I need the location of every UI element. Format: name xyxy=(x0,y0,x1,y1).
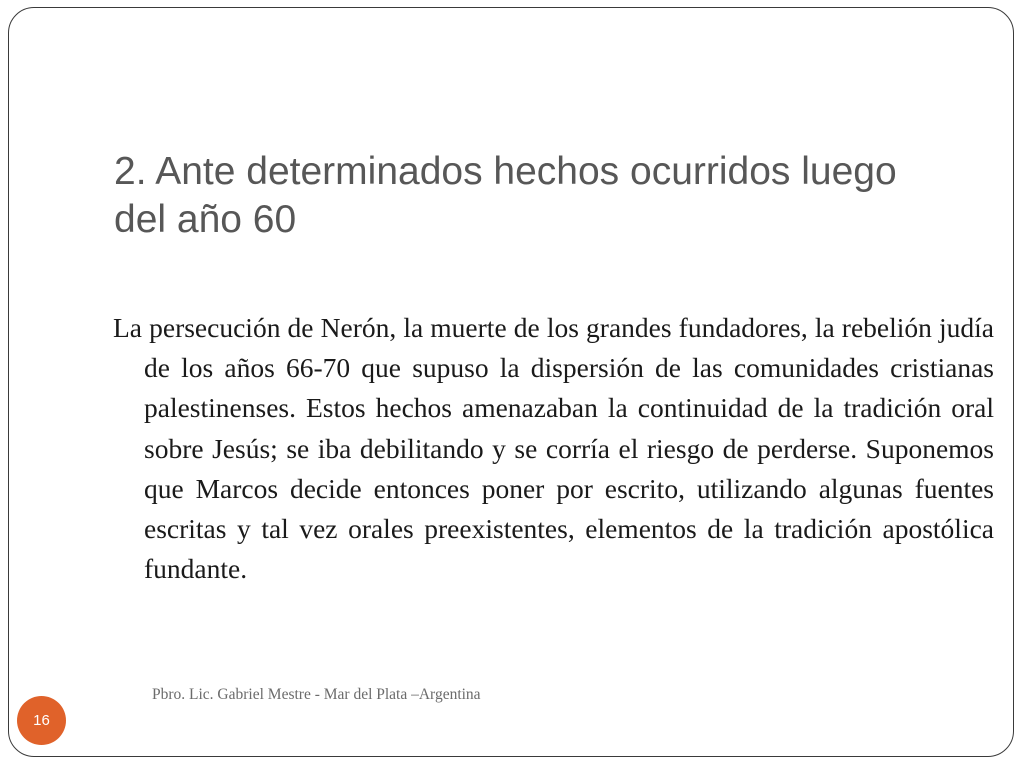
slide-footer: Pbro. Lic. Gabriel Mestre - Mar del Plata –Argentina xyxy=(152,686,481,703)
page-number: 16 xyxy=(33,712,50,729)
page-number-badge xyxy=(17,696,66,745)
slide-body-text: La persecución de Nerón, la muerte de los grandes fundadores, la rebelión judía de los años 66-70 que supuso la dispersión de las comunidades cristianas palestinenses. Estos hechos amenazaban la continuidad de la tradición oral sobre Jesús; se iba debilitando y se corría el riesgo de perderse. Suponemos que Marcos decide entonces poner por escrito, utilizando algunas fuentes escritas y tal vez orales preexistentes, elementos de la tradición apostólica fundante. xyxy=(113,312,994,585)
slide-title: 2. Ante determinados hechos ocurridos luego del año 60 xyxy=(114,150,897,241)
